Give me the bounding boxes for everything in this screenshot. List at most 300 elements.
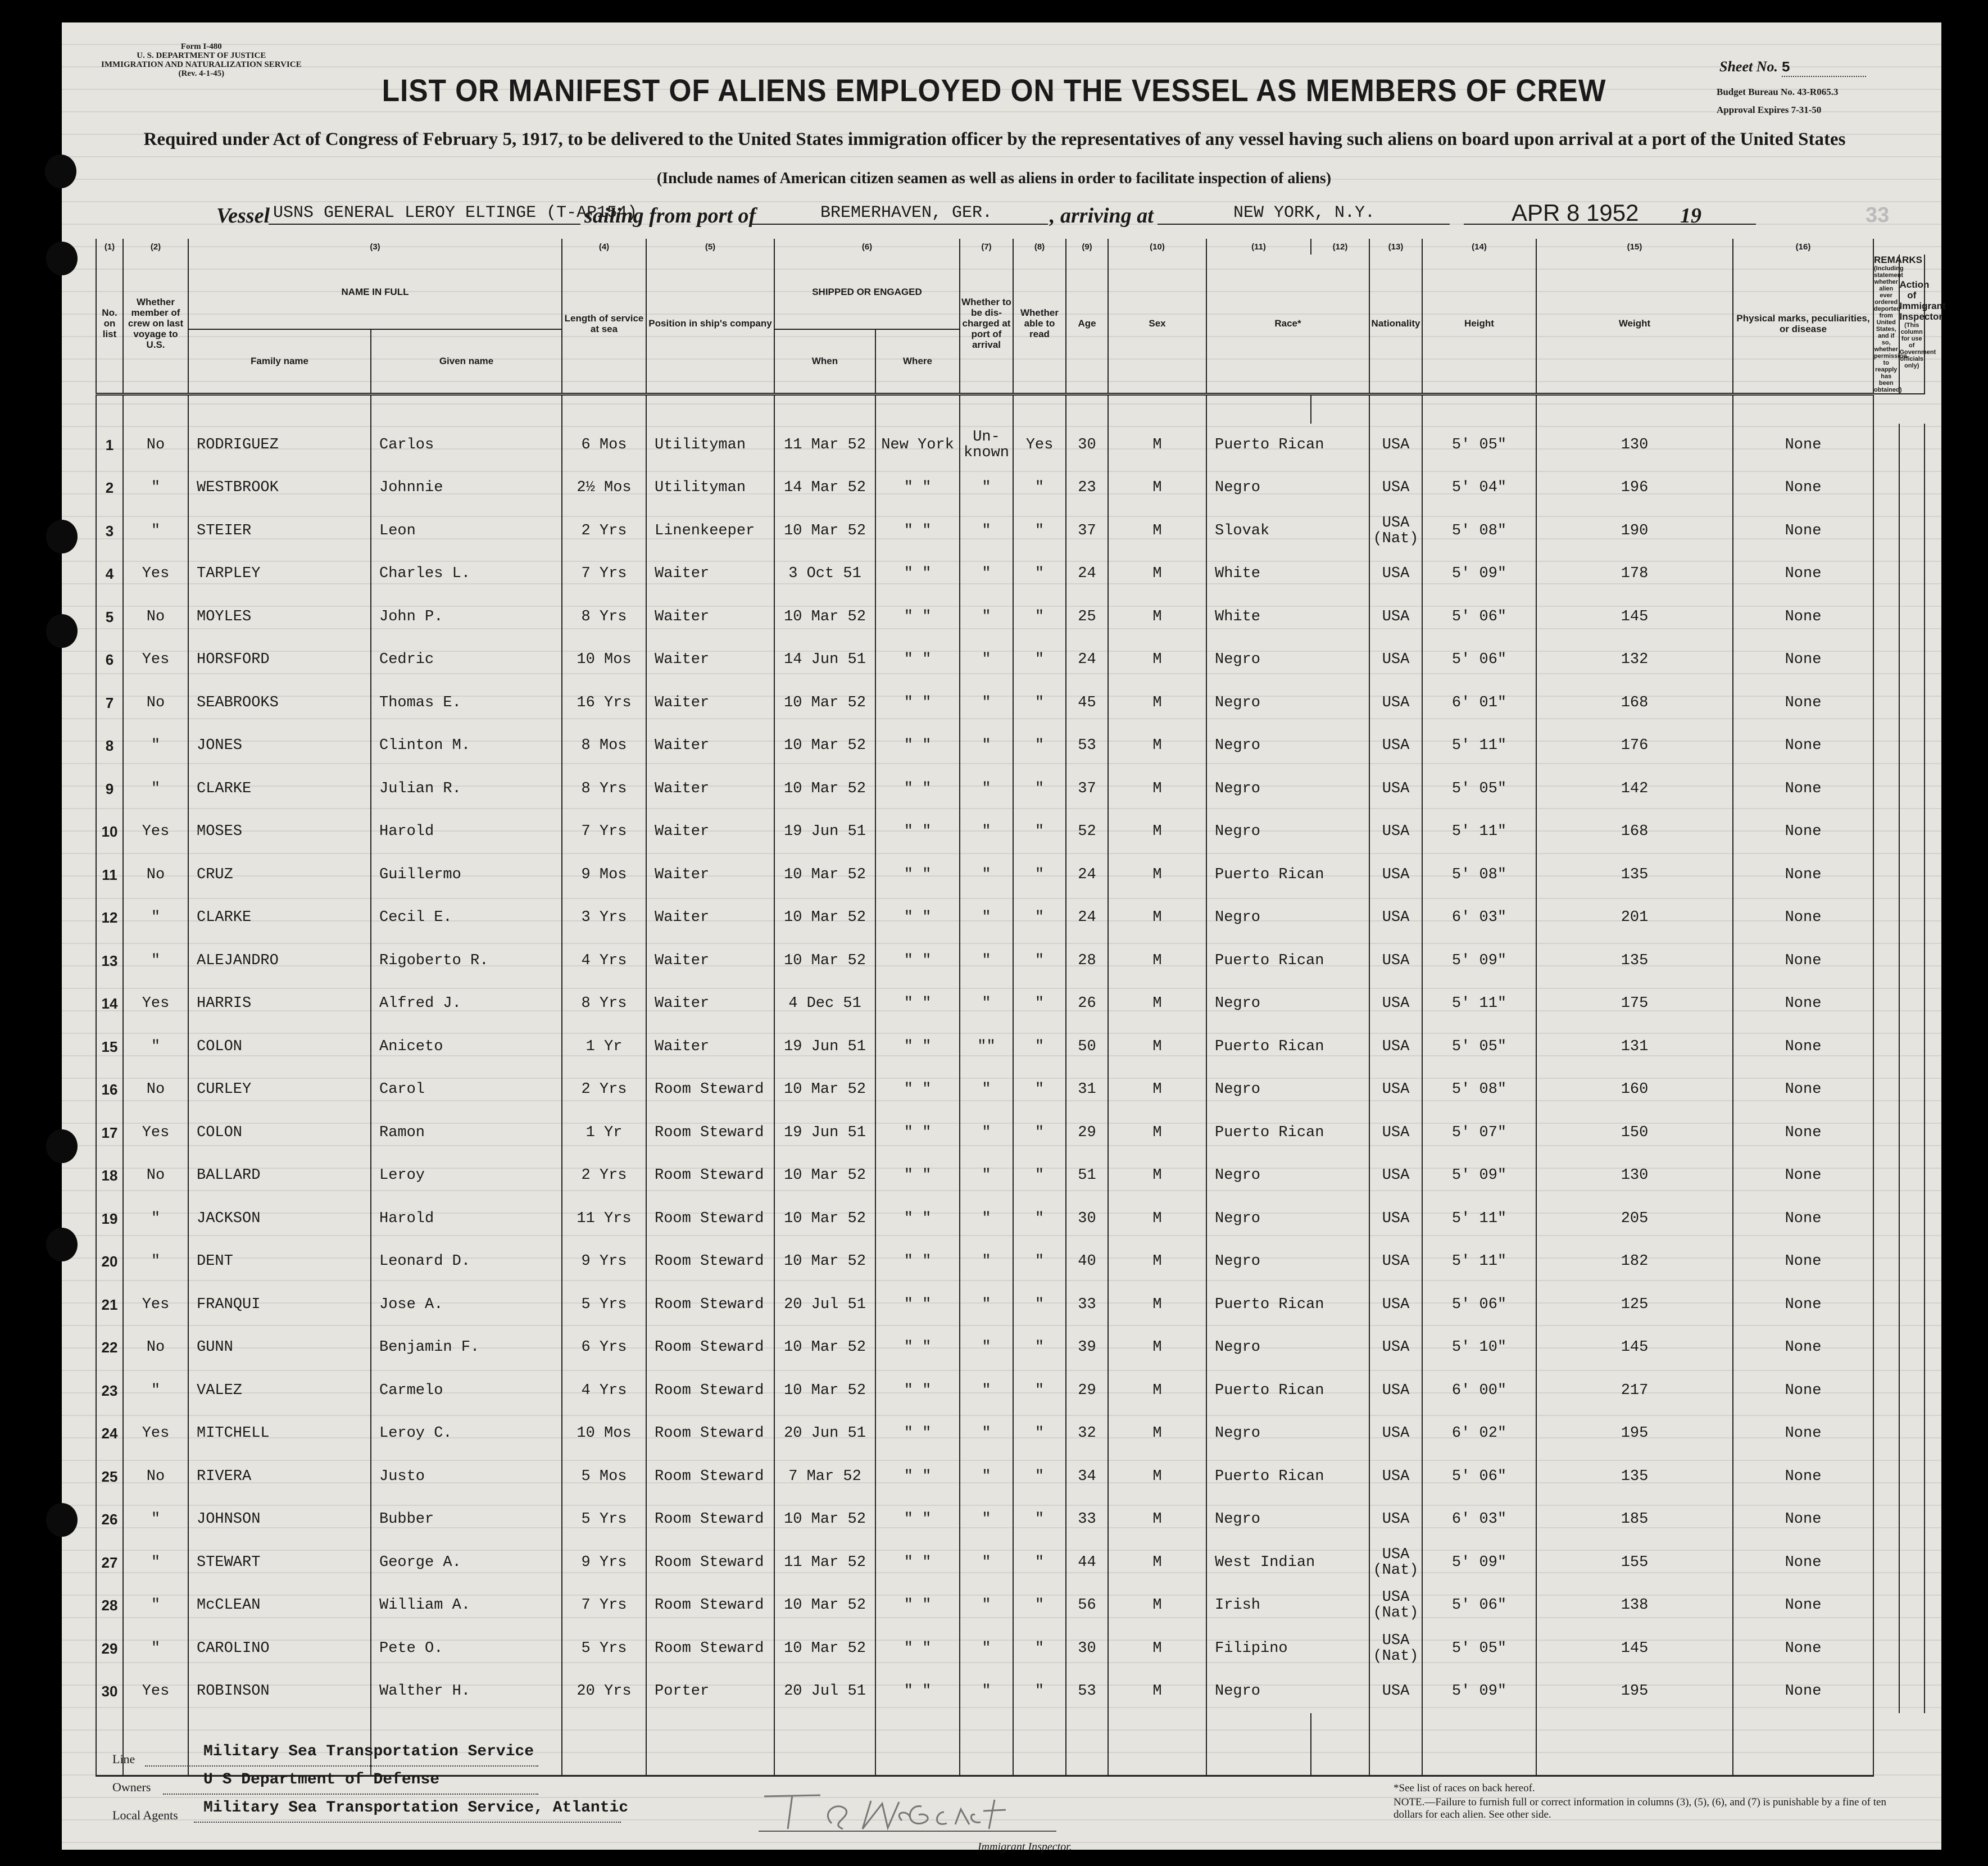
cell-shipped-where: " " [875, 1154, 960, 1197]
cell-race: Negro [1206, 682, 1369, 725]
cell-sex: M [1108, 1498, 1206, 1541]
cell-no-on-list: 26 [96, 1498, 123, 1541]
cell-shipped-where: " " [875, 1197, 960, 1241]
cell-shipped-where: " " [875, 853, 960, 897]
cell-no-on-list: 3 [96, 510, 123, 553]
cell-nationality: USA (Nat) [1369, 510, 1422, 553]
cell-length-of-service: 3 Yrs [562, 896, 646, 939]
punch-hole [46, 1228, 78, 1261]
cell-shipped-when: 10 Mar 52 [774, 1584, 875, 1627]
cell-nationality: USA [1369, 1412, 1422, 1455]
cell-family-name: CLARKE [188, 896, 371, 939]
cell-member: No [123, 1154, 188, 1197]
cell-age: 40 [1066, 1240, 1108, 1283]
cell-member: " [123, 939, 188, 983]
cell-physical-marks: None [1733, 552, 1873, 596]
table-row [96, 724, 1925, 768]
cell-member: " [123, 1541, 188, 1584]
cell-discharged: " [960, 853, 1013, 897]
cell-member: " [123, 1627, 188, 1670]
cell-family-name: MITCHELL [188, 1412, 371, 1455]
cell-height: 5' 07" [1422, 1111, 1536, 1155]
cell-height: 5' 11" [1422, 982, 1536, 1025]
cell-member: Yes [123, 638, 188, 682]
cell-member: No [123, 1326, 188, 1369]
cell-physical-marks: None [1733, 1541, 1873, 1584]
cell-nationality: USA [1369, 596, 1422, 639]
cell-shipped-where: " " [875, 1025, 960, 1069]
cell-able-to-read: " [1013, 1498, 1066, 1541]
cell-weight: 195 [1536, 1670, 1733, 1713]
cell-family-name: CURLEY [188, 1068, 371, 1111]
cell-nationality: USA [1369, 1670, 1422, 1713]
cell-shipped-when: 10 Mar 52 [774, 682, 875, 725]
cell-remarks [1873, 552, 1899, 596]
cell-discharged: " [960, 1369, 1013, 1413]
cell-discharged: " [960, 810, 1013, 853]
table-row [96, 1068, 1925, 1111]
cell-sex: M [1108, 1197, 1206, 1241]
cell-race: Negro [1206, 1326, 1369, 1369]
col-num: (13) [1369, 239, 1422, 255]
table-row [96, 1240, 1925, 1283]
cell-height: 5' 08" [1422, 510, 1536, 553]
cell-weight: 145 [1536, 1326, 1733, 1369]
cell-position: Room Steward [646, 1068, 774, 1111]
table-row [96, 1369, 1925, 1413]
cell-physical-marks: None [1733, 596, 1873, 639]
cell-family-name: COLON [188, 1025, 371, 1069]
cell-remarks [1873, 1455, 1899, 1499]
cell-shipped-where: " " [875, 1455, 960, 1499]
cell-shipped-where: " " [875, 552, 960, 596]
cell-shipped-where: " " [875, 510, 960, 553]
cell-given-name: Thomas E. [371, 682, 562, 725]
cell-given-name: William A. [371, 1584, 562, 1627]
cell-no-on-list: 18 [96, 1154, 123, 1197]
cell-given-name: Julian R. [371, 768, 562, 811]
cell-given-name: Benjamin F. [371, 1326, 562, 1369]
table-row [96, 1584, 1925, 1627]
cell-shipped-where: " " [875, 982, 960, 1025]
cell-discharged: " [960, 466, 1013, 510]
cell-physical-marks: None [1733, 896, 1873, 939]
cell-length-of-service: 5 Yrs [562, 1627, 646, 1670]
table-row [96, 1541, 1925, 1584]
cell-able-to-read: " [1013, 1111, 1066, 1155]
cell-discharged: " [960, 768, 1013, 811]
cell-inspector-action [1899, 768, 1925, 811]
cell-family-name: DENT [188, 1240, 371, 1283]
sheet-value: 5 [1782, 59, 1866, 77]
cell-weight: 182 [1536, 1240, 1733, 1283]
cell-race: Irish [1206, 1584, 1369, 1627]
cell-discharged: " [960, 1111, 1013, 1155]
cell-age: 30 [1066, 1197, 1108, 1241]
cell-sex: M [1108, 638, 1206, 682]
cell-height: 5' 08" [1422, 853, 1536, 897]
cell-race: Puerto Rican [1206, 939, 1369, 983]
service: IMMIGRATION AND NATURALIZATION SERVICE [101, 60, 302, 69]
cell-shipped-where: " " [875, 1498, 960, 1541]
cell-length-of-service: 20 Yrs [562, 1670, 646, 1713]
sheet-label: Sheet No. [1719, 58, 1778, 75]
cell-able-to-read: " [1013, 466, 1066, 510]
cell-height: 5' 09" [1422, 1154, 1536, 1197]
cell-no-on-list: 7 [96, 682, 123, 725]
cell-height: 5' 06" [1422, 596, 1536, 639]
cell-able-to-read: " [1013, 896, 1066, 939]
arrival-date-stamp: APR 8 1952 [1512, 199, 1639, 226]
cell-height: 6' 03" [1422, 1498, 1536, 1541]
cell-discharged: " [960, 1455, 1013, 1499]
cell-member: " [123, 1197, 188, 1241]
cell-length-of-service: 2½ Mos [562, 466, 646, 510]
table-row [96, 1627, 1925, 1670]
header-name-in-full: NAME IN FULL [188, 255, 562, 329]
cell-weight: 135 [1536, 939, 1733, 983]
cell-able-to-read: " [1013, 1068, 1066, 1111]
cell-sex: M [1108, 1627, 1206, 1670]
cell-physical-marks: None [1733, 1326, 1873, 1369]
required-statement: Required under Act of Congress of February 5, 1917, to be delivered to the United States immigration officer by the representatives of any vessel having such aliens on board upon arrival at a port of the United States [143, 129, 1846, 149]
cell-physical-marks: None [1733, 939, 1873, 983]
cell-shipped-where: " " [875, 1541, 960, 1584]
cell-nationality: USA [1369, 1326, 1422, 1369]
cell-discharged: " [960, 1498, 1013, 1541]
cell-remarks [1873, 1498, 1899, 1541]
table-row [96, 939, 1925, 983]
cell-discharged: " [960, 724, 1013, 768]
cell-sex: M [1108, 896, 1206, 939]
cell-able-to-read: " [1013, 853, 1066, 897]
cell-inspector-action [1899, 1412, 1925, 1455]
cell-shipped-where: New York [875, 424, 960, 467]
cell-race: Negro [1206, 638, 1369, 682]
cell-member: " [123, 466, 188, 510]
cell-family-name: MOYLES [188, 596, 371, 639]
header-no-on-list: No. on list [96, 255, 123, 394]
cell-no-on-list: 10 [96, 810, 123, 853]
cell-inspector-action [1899, 1154, 1925, 1197]
punch-hole [46, 520, 78, 553]
table-row [96, 1025, 1925, 1069]
cell-discharged: " [960, 1068, 1013, 1111]
cell-sex: M [1108, 466, 1206, 510]
cell-race: Negro [1206, 896, 1369, 939]
cell-discharged: " [960, 596, 1013, 639]
cell-shipped-where: " " [875, 638, 960, 682]
cell-sex: M [1108, 1111, 1206, 1155]
cell-inspector-action [1899, 1541, 1925, 1584]
cell-inspector-action [1899, 939, 1925, 983]
cell-shipped-when: 10 Mar 52 [774, 510, 875, 553]
inspector-signature [753, 1790, 1068, 1835]
cell-length-of-service: 10 Mos [562, 1412, 646, 1455]
budget-bureau: Budget Bureau No. 43-R065.3 [1717, 87, 1839, 97]
remarks-instructions: (Including statement whether alien ever ordered deported from United States, and if so, whether permission to reapply has been obtained) [1874, 265, 1907, 393]
cell-sex: M [1108, 596, 1206, 639]
cell-shipped-when: 19 Jun 51 [774, 1111, 875, 1155]
cell-height: 5' 04" [1422, 466, 1536, 510]
cell-shipped-where: " " [875, 810, 960, 853]
header-weight: Weight [1536, 255, 1733, 394]
table-row [96, 424, 1925, 467]
cell-position: Waiter [646, 638, 774, 682]
header-discharged: Whether to be dis-charged at port of arrival [960, 255, 1013, 394]
cell-remarks [1873, 810, 1899, 853]
page-title: LIST OR MANIFEST OF ALIENS EMPLOYED ON THE VESSEL AS MEMBERS OF CREW [382, 72, 1606, 108]
cell-weight: 142 [1536, 768, 1733, 811]
cell-height: 5' 10" [1422, 1326, 1536, 1369]
cell-able-to-read: Yes [1013, 424, 1066, 467]
cell-sex: M [1108, 1584, 1206, 1627]
cell-length-of-service: 7 Yrs [562, 1584, 646, 1627]
cell-age: 24 [1066, 896, 1108, 939]
cell-member: No [123, 682, 188, 725]
cell-physical-marks: None [1733, 1025, 1873, 1069]
cell-remarks [1873, 424, 1899, 467]
cell-shipped-when: 10 Mar 52 [774, 1154, 875, 1197]
cell-inspector-action [1899, 510, 1925, 553]
cell-length-of-service: 2 Yrs [562, 1068, 646, 1111]
cell-able-to-read: " [1013, 1326, 1066, 1369]
cell-able-to-read: " [1013, 1240, 1066, 1283]
cell-race: Puerto Rican [1206, 1111, 1369, 1155]
cell-weight: 175 [1536, 982, 1733, 1025]
cell-nationality: USA [1369, 982, 1422, 1025]
department: U. S. DEPARTMENT OF JUSTICE [137, 51, 266, 60]
cell-length-of-service: 8 Mos [562, 724, 646, 768]
cell-given-name: Carlos [371, 424, 562, 467]
cell-no-on-list: 14 [96, 982, 123, 1025]
cell-physical-marks: None [1733, 853, 1873, 897]
cell-shipped-where: " " [875, 596, 960, 639]
header-length-of-service: Length of service at sea [562, 255, 646, 394]
cell-given-name: Harold [371, 1197, 562, 1241]
table-row [96, 1455, 1925, 1499]
cell-family-name: CRUZ [188, 853, 371, 897]
cell-member: " [123, 724, 188, 768]
cell-no-on-list: 22 [96, 1326, 123, 1369]
cell-inspector-action [1899, 1455, 1925, 1499]
cell-no-on-list: 24 [96, 1412, 123, 1455]
col-num: (15) [1536, 239, 1733, 255]
cell-position: Room Steward [646, 1283, 774, 1327]
cell-given-name: Clinton M. [371, 724, 562, 768]
table-row [96, 1498, 1925, 1541]
cell-race: Puerto Rican [1206, 1455, 1369, 1499]
cell-remarks [1873, 982, 1899, 1025]
cell-no-on-list: 4 [96, 552, 123, 596]
header-position: Position in ship's company [646, 255, 774, 394]
table-row [96, 638, 1925, 682]
cell-length-of-service: 9 Mos [562, 853, 646, 897]
cell-race: White [1206, 552, 1369, 596]
cell-member: No [123, 1455, 188, 1499]
crew-manifest-table [96, 239, 1946, 1777]
col-num: (2) [123, 239, 188, 255]
cell-age: 37 [1066, 510, 1108, 553]
cell-sex: M [1108, 1068, 1206, 1111]
cell-weight: 160 [1536, 1068, 1733, 1111]
cell-inspector-action [1899, 1369, 1925, 1413]
cell-sex: M [1108, 1326, 1206, 1369]
table-row [96, 1412, 1925, 1455]
cell-position: Waiter [646, 596, 774, 639]
cell-height: 5' 09" [1422, 552, 1536, 596]
table-row [96, 596, 1925, 639]
cell-nationality: USA [1369, 424, 1422, 467]
cell-given-name: Leroy C. [371, 1412, 562, 1455]
cell-length-of-service: 8 Yrs [562, 982, 646, 1025]
punch-hole [46, 614, 78, 648]
cell-age: 23 [1066, 466, 1108, 510]
cell-member: " [123, 1025, 188, 1069]
cell-height: 5' 05" [1422, 768, 1536, 811]
cell-position: Waiter [646, 810, 774, 853]
cell-sex: M [1108, 768, 1206, 811]
cell-height: 5' 11" [1422, 810, 1536, 853]
header-family-name: Family name [188, 329, 371, 394]
cell-age: 39 [1066, 1326, 1108, 1369]
cell-physical-marks: None [1733, 1369, 1873, 1413]
cell-length-of-service: 1 Yr [562, 1025, 646, 1069]
cell-nationality: USA [1369, 1197, 1422, 1241]
arriving-value: NEW YORK, N.Y. [1233, 203, 1376, 223]
cell-given-name: Pete O. [371, 1627, 562, 1670]
cell-shipped-when: 20 Jul 51 [774, 1670, 875, 1713]
cell-age: 30 [1066, 1627, 1108, 1670]
cell-discharged: " [960, 1627, 1013, 1670]
header-where: Where [875, 329, 960, 394]
header-age: Age [1066, 255, 1108, 394]
cell-nationality: USA [1369, 1498, 1422, 1541]
cell-discharged: " [960, 552, 1013, 596]
cell-shipped-when: 11 Mar 52 [774, 1541, 875, 1584]
cell-position: Room Steward [646, 1240, 774, 1283]
cell-remarks [1873, 1111, 1899, 1155]
cell-physical-marks: None [1733, 1240, 1873, 1283]
cell-length-of-service: 9 Yrs [562, 1240, 646, 1283]
cell-nationality: USA [1369, 638, 1422, 682]
cell-age: 56 [1066, 1584, 1108, 1627]
cell-shipped-where: " " [875, 768, 960, 811]
cell-family-name: GUNN [188, 1326, 371, 1369]
cell-nationality: USA [1369, 1283, 1422, 1327]
cell-height: 6' 01" [1422, 682, 1536, 725]
cell-member: Yes [123, 982, 188, 1025]
col-num: (8) [1013, 239, 1066, 255]
cell-shipped-where: " " [875, 939, 960, 983]
cell-sex: M [1108, 1369, 1206, 1413]
cell-weight: 155 [1536, 1541, 1733, 1584]
cell-shipped-when: 10 Mar 52 [774, 596, 875, 639]
cell-family-name: RIVERA [188, 1455, 371, 1499]
cell-weight: 178 [1536, 552, 1733, 596]
cell-sex: M [1108, 1283, 1206, 1327]
cell-nationality: USA [1369, 1369, 1422, 1413]
cell-family-name: COLON [188, 1111, 371, 1155]
cell-race: Negro [1206, 1240, 1369, 1283]
cell-sex: M [1108, 552, 1206, 596]
cell-remarks [1873, 853, 1899, 897]
penalty-note: NOTE.—Failure to furnish full or correct information in columns (3), (5), (6), and (7) is punishable by a fine of ten dollars for each alien. See other side. [1394, 1796, 1886, 1820]
cell-length-of-service: 6 Mos [562, 424, 646, 467]
cell-discharged: " [960, 896, 1013, 939]
cell-shipped-when: 10 Mar 52 [774, 724, 875, 768]
cell-position: Linenkeeper [646, 510, 774, 553]
cell-sex: M [1108, 810, 1206, 853]
cell-inspector-action [1899, 1584, 1925, 1627]
cell-age: 24 [1066, 552, 1108, 596]
cell-no-on-list: 12 [96, 896, 123, 939]
cell-race: Filipino [1206, 1627, 1369, 1670]
cell-remarks [1873, 896, 1899, 939]
cell-remarks [1873, 768, 1899, 811]
cell-length-of-service: 4 Yrs [562, 1369, 646, 1413]
cell-physical-marks: None [1733, 810, 1873, 853]
cell-shipped-when: 20 Jul 51 [774, 1283, 875, 1327]
cell-remarks [1873, 939, 1899, 983]
cell-weight: 130 [1536, 1154, 1733, 1197]
cell-able-to-read: " [1013, 1197, 1066, 1241]
cell-length-of-service: 5 Mos [562, 1455, 646, 1499]
cell-physical-marks: None [1733, 1111, 1873, 1155]
cell-member: " [123, 1584, 188, 1627]
table-row [96, 1154, 1925, 1197]
cell-discharged: " [960, 682, 1013, 725]
col-num: (14) [1422, 239, 1536, 255]
cell-height: 5' 06" [1422, 1455, 1536, 1499]
cell-position: Room Steward [646, 1541, 774, 1584]
cell-discharged: "" [960, 1025, 1013, 1069]
cell-nationality: USA [1369, 724, 1422, 768]
cell-sex: M [1108, 853, 1206, 897]
cell-remarks [1873, 1326, 1899, 1369]
cell-member: No [123, 1068, 188, 1111]
cell-family-name: VALEZ [188, 1369, 371, 1413]
cell-remarks [1873, 1197, 1899, 1241]
cell-position: Waiter [646, 682, 774, 725]
col-num: (16) [1733, 239, 1873, 255]
cell-inspector-action [1899, 724, 1925, 768]
races-note: *See list of races on back hereof. [1394, 1782, 1535, 1794]
inspector-label: Immigrant Inspector. [978, 1841, 1072, 1853]
owners-label: Owners [112, 1780, 151, 1794]
action-title: Action of Immigrant Inspector [1899, 279, 1946, 322]
cell-nationality: USA [1369, 896, 1422, 939]
cell-shipped-where: " " [875, 724, 960, 768]
cell-race: West Indian [1206, 1541, 1369, 1584]
cell-age: 33 [1066, 1498, 1108, 1541]
cell-nationality: USA [1369, 1455, 1422, 1499]
cell-length-of-service: 7 Yrs [562, 552, 646, 596]
cell-sex: M [1108, 424, 1206, 467]
cell-age: 53 [1066, 1670, 1108, 1713]
cell-inspector-action [1899, 1670, 1925, 1713]
cell-no-on-list: 1 [96, 424, 123, 467]
cell-given-name: Carol [371, 1068, 562, 1111]
cell-nationality: USA [1369, 1025, 1422, 1069]
table-row [96, 1111, 1925, 1155]
cell-position: Utilityman [646, 424, 774, 467]
cell-shipped-when: 10 Mar 52 [774, 1369, 875, 1413]
cell-discharged: " [960, 1541, 1013, 1584]
cell-nationality: USA [1369, 1111, 1422, 1155]
cell-no-on-list: 13 [96, 939, 123, 983]
cell-discharged: " [960, 1670, 1013, 1713]
